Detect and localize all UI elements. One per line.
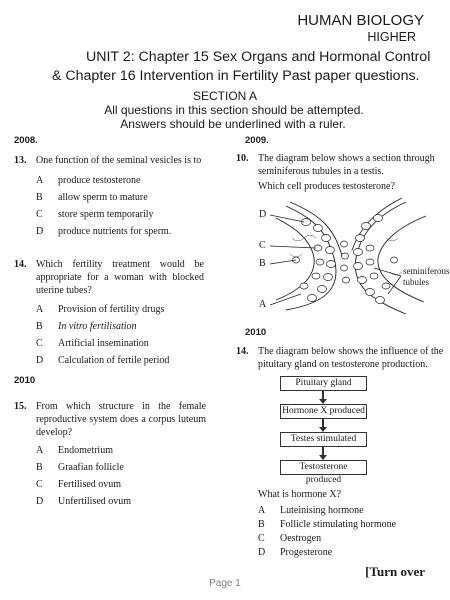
question-stem: Which fertility treatment would be appropriate for a woman with blocked uterine tubes?: [36, 259, 204, 296]
option-c: C Oestrogen: [258, 533, 322, 544]
question-stem: The diagram below shows a section through seminiferous tubules in a testis.: [258, 153, 435, 177]
option-d: D produce nutrients for sperm.: [36, 226, 172, 237]
level-label: HIGHER: [367, 30, 416, 44]
option-a: A Luteinising hormone: [258, 505, 364, 516]
instruction-attempt-all: All questions in this section should be attempted.: [104, 103, 364, 117]
option-c: C Fertilised ovum: [36, 479, 122, 490]
document-title: HUMAN BIOLOGY: [297, 12, 424, 29]
option-a: A Provision of fertility drugs: [36, 304, 165, 315]
question-stem: From which structure in the female reproductive system does a corpus luteum develop?: [36, 401, 206, 438]
question-prompt: What is hormone X?: [258, 489, 342, 500]
year-label-2010: 2010: [14, 375, 36, 386]
question-number: 14.: [236, 346, 249, 357]
unit-title: UNIT 2: Chapter 15 Sex Organs and Hormonal Control & Chapter 16 Intervention in Fertility Past paper questions.: [52, 49, 431, 84]
question-stem: One function of the seminal vesicles is to: [36, 155, 202, 166]
option-b: B Graafian follicle: [36, 462, 124, 473]
diagram-label-a: A: [259, 299, 267, 310]
option-b: B Follicle stimulating hormone: [258, 519, 397, 530]
option-d: D Calculation of fertile period: [36, 355, 170, 366]
option-a: A Endometrium: [36, 445, 113, 456]
question-15: [14, 400, 224, 510]
option-a: A produce testosterone: [36, 175, 141, 186]
flow-step-testes-stimulated: Testes stimulated: [280, 432, 367, 447]
question-10: [236, 152, 446, 192]
section-label: SECTION A: [192, 89, 257, 103]
diagram-label-d: D: [259, 209, 267, 220]
option-b: B allow sperm to mature: [36, 192, 148, 203]
seminiferous-tubules-diagram: [256, 198, 446, 318]
diagram-label-b: B: [259, 258, 266, 269]
option-c: C store sperm temporarily: [36, 209, 154, 220]
flow-step-hormone-x: Hormone X produced: [280, 404, 367, 419]
turn-over-label: [Turn over: [365, 564, 425, 579]
page-number: Page 1: [209, 578, 241, 589]
question-number: 13.: [14, 155, 27, 166]
flow-step-pituitary-gland: Pituitary gland: [280, 376, 367, 391]
question-14-options: [258, 488, 438, 568]
year-label-2009: 2009.: [245, 135, 269, 146]
option-d: D Progesterone: [258, 547, 333, 558]
year-label-2008: 2008.: [14, 135, 38, 146]
question-number: 15.: [14, 401, 27, 412]
question-14-2010: [236, 345, 446, 373]
option-b: B In vitro fertilisation: [36, 321, 137, 332]
question-14-2008: [14, 258, 224, 368]
question-stem: The diagram below shows the influence of the pituitary gland on testosterone production.: [258, 346, 444, 370]
year-label-2010-right: 2010: [245, 327, 267, 338]
question-number: 10.: [236, 153, 249, 164]
flow-step-testosterone-produced: Testosterone produced: [280, 460, 367, 475]
diagram-label-tubules: seminiferous tubules: [403, 266, 450, 287]
option-d: D Unfertilised ovum: [36, 496, 132, 507]
diagram-label-c: C: [259, 240, 266, 251]
instruction-underline: Answers should be underlined with a ruler.: [120, 117, 346, 131]
question-number: 14.: [14, 259, 27, 270]
option-c: C Artificial insemination: [36, 338, 149, 349]
question-prompt: Which cell produces testosterone?: [258, 181, 395, 192]
question-13: [14, 154, 224, 237]
